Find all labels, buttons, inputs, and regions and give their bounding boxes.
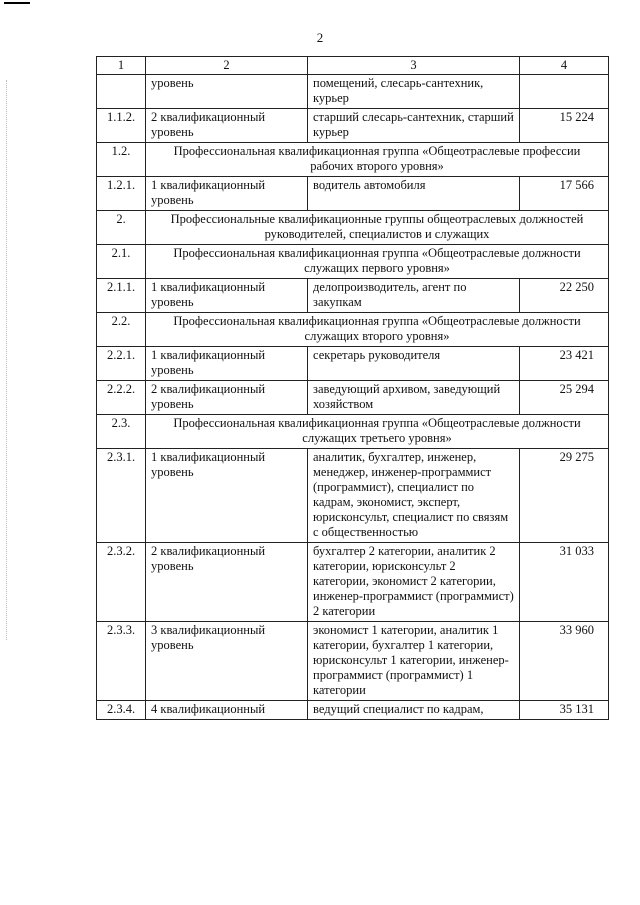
positions-cell: аналитик, бухгалтер, инженер, менеджер, инженер-программист (программист), специалист по кадрам, экономист, эксперт, юрисконсульт, специалист по связям с общественностью bbox=[308, 449, 520, 543]
qualification-level-cell: 4 квалификационный bbox=[146, 701, 308, 720]
qualification-level-cell: 2 квалификационный уровень bbox=[146, 381, 308, 415]
table-row bbox=[97, 279, 609, 313]
qualification-level-cell: уровень bbox=[146, 75, 308, 109]
page-number: 2 bbox=[316, 30, 324, 45]
table-body bbox=[97, 57, 609, 720]
salary-cell: 15 224 bbox=[520, 109, 609, 143]
table-row bbox=[97, 622, 609, 701]
positions-cell: бухгалтер 2 категории, аналитик 2 категории, юрисконсульт 2 категории, экономист 2 категории, инженер-программист (программист) 2 категории bbox=[308, 543, 520, 622]
row-number-cell: 2.2. bbox=[97, 313, 146, 347]
row-number-cell: 1.2. bbox=[97, 143, 146, 177]
row-number-cell: 2.3. bbox=[97, 415, 146, 449]
group-title-cell: Профессиональная квалификационная группа «Общеотраслевые профессии рабочих второго уровня» bbox=[146, 143, 609, 177]
column-header-4: 4 bbox=[520, 57, 609, 75]
row-number-cell: 2.3.2. bbox=[97, 543, 146, 622]
table-row bbox=[97, 347, 609, 381]
table-row bbox=[97, 75, 609, 109]
positions-cell: экономист 1 категории, аналитик 1 категории, бухгалтер 1 категории, юрисконсульт 1 категории, инженер-программист (программист) 1 категории bbox=[308, 622, 520, 701]
group-row bbox=[97, 211, 609, 245]
row-number-cell: 2.3.3. bbox=[97, 622, 146, 701]
positions-cell: старший слесарь-сантехник, старший курьер bbox=[308, 109, 520, 143]
salary-cell: 29 275 bbox=[520, 449, 609, 543]
group-title-cell: Профессиональные квалификационные группы общеотраслевых должностей руководителей, специалистов и служащих bbox=[146, 211, 609, 245]
qualification-level-cell: 1 квалификационный уровень bbox=[146, 449, 308, 543]
salary-cell: 35 131 bbox=[520, 701, 609, 720]
qualification-level-cell: 2 квалификационный уровень bbox=[146, 109, 308, 143]
table-row bbox=[97, 701, 609, 720]
row-number-cell bbox=[97, 75, 146, 109]
top-edge-mark bbox=[4, 2, 30, 4]
qualification-level-cell: 1 квалификационный уровень bbox=[146, 347, 308, 381]
row-number-cell: 2.3.4. bbox=[97, 701, 146, 720]
header-row bbox=[97, 57, 609, 75]
group-row bbox=[97, 143, 609, 177]
group-row bbox=[97, 245, 609, 279]
column-header-3: 3 bbox=[308, 57, 520, 75]
salary-cell: 33 960 bbox=[520, 622, 609, 701]
qualification-salary-table bbox=[96, 56, 609, 720]
positions-cell: ведущий специалист по кадрам, bbox=[308, 701, 520, 720]
salary-cell: 25 294 bbox=[520, 381, 609, 415]
row-number-cell: 1.2.1. bbox=[97, 177, 146, 211]
positions-cell: делопроизводитель, агент по закупкам bbox=[308, 279, 520, 313]
table-row bbox=[97, 449, 609, 543]
positions-cell: помещений, слесарь-сантехник, курьер bbox=[308, 75, 520, 109]
salary-cell: 31 033 bbox=[520, 543, 609, 622]
row-number-cell: 2.1.1. bbox=[97, 279, 146, 313]
row-number-cell: 2.3.1. bbox=[97, 449, 146, 543]
row-number-cell: 2.2.2. bbox=[97, 381, 146, 415]
salary-cell: 17 566 bbox=[520, 177, 609, 211]
group-title-cell: Профессиональная квалификационная группа «Общеотраслевые должности служащих второго уровня» bbox=[146, 313, 609, 347]
salary-cell: 22 250 bbox=[520, 279, 609, 313]
positions-cell: заведующий архивом, заведующий хозяйством bbox=[308, 381, 520, 415]
qualification-level-cell: 1 квалификационный уровень bbox=[146, 177, 308, 211]
group-title-cell: Профессиональная квалификационная группа «Общеотраслевые должности служащих первого уровня» bbox=[146, 245, 609, 279]
column-header-1: 1 bbox=[97, 57, 146, 75]
column-header-2: 2 bbox=[146, 57, 308, 75]
table-row bbox=[97, 177, 609, 211]
qualification-level-cell: 1 квалификационный уровень bbox=[146, 279, 308, 313]
qualification-level-cell: 2 квалификационный уровень bbox=[146, 543, 308, 622]
positions-cell: водитель автомобиля bbox=[308, 177, 520, 211]
table-row bbox=[97, 543, 609, 622]
table-row bbox=[97, 109, 609, 143]
group-row bbox=[97, 415, 609, 449]
binding-margin-marks bbox=[6, 80, 9, 640]
salary-cell: 23 421 bbox=[520, 347, 609, 381]
row-number-cell: 2.2.1. bbox=[97, 347, 146, 381]
salary-cell bbox=[520, 75, 609, 109]
table-row bbox=[97, 381, 609, 415]
positions-cell: секретарь руководителя bbox=[308, 347, 520, 381]
row-number-cell: 2.1. bbox=[97, 245, 146, 279]
group-title-cell: Профессиональная квалификационная группа «Общеотраслевые должности служащих третьего уровня» bbox=[146, 415, 609, 449]
row-number-cell: 2. bbox=[97, 211, 146, 245]
row-number-cell: 1.1.2. bbox=[97, 109, 146, 143]
group-row bbox=[97, 313, 609, 347]
qualification-level-cell: 3 квалификационный уровень bbox=[146, 622, 308, 701]
